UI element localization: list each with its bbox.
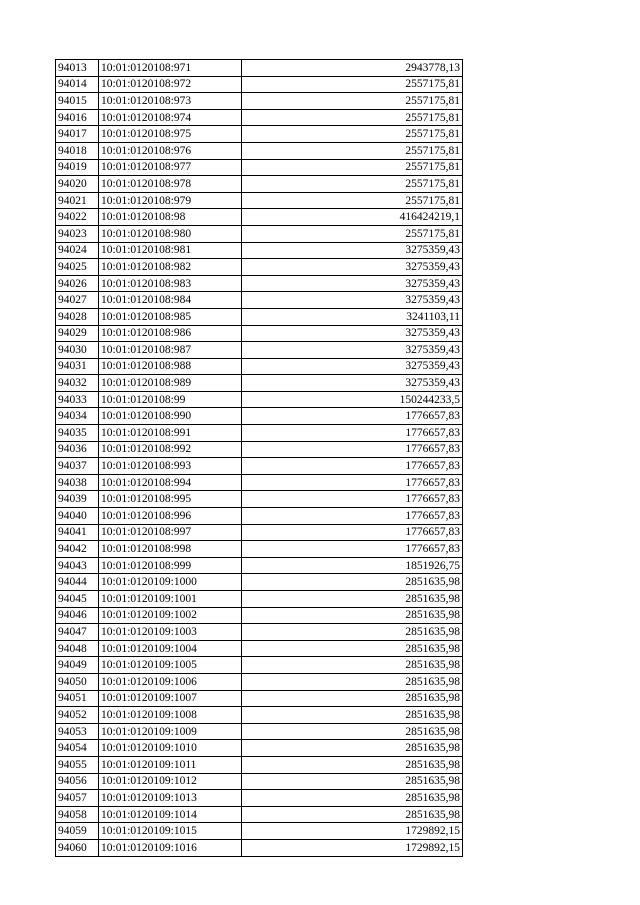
table-row [56, 325, 463, 342]
table-row [56, 93, 463, 110]
table-row [56, 242, 463, 259]
row-number-cell: 94047 [56, 624, 99, 641]
cadastral-value-cell: 2851635,98 [242, 756, 463, 773]
cadastral-number-cell: 10:01:0120108:978 [99, 176, 242, 193]
table-row [56, 574, 463, 591]
cadastral-value-cell: 3275359,43 [242, 358, 463, 375]
cadastral-number-cell: 10:01:0120108:973 [99, 93, 242, 110]
cadastral-value-cell: 2557175,81 [242, 192, 463, 209]
cadastral-number-cell: 10:01:0120109:1001 [99, 591, 242, 608]
cadastral-value-cell: 2851635,98 [242, 723, 463, 740]
cadastral-number-cell: 10:01:0120109:1010 [99, 740, 242, 757]
cadastral-number-cell: 10:01:0120108:974 [99, 109, 242, 126]
cadastral-value-cell: 2557175,81 [242, 76, 463, 93]
cadastral-number-cell: 10:01:0120108:996 [99, 508, 242, 525]
cadastral-number-cell: 10:01:0120109:1000 [99, 574, 242, 591]
table-row [56, 225, 463, 242]
row-number-cell: 94060 [56, 839, 99, 856]
cadastral-number-cell: 10:01:0120109:1004 [99, 640, 242, 657]
row-number-cell: 94023 [56, 225, 99, 242]
cadastral-number-cell: 10:01:0120108:989 [99, 375, 242, 392]
cadastral-value-cell: 2851635,98 [242, 707, 463, 724]
cadastral-value-cell: 3275359,43 [242, 259, 463, 276]
cadastral-value-cell: 2851635,98 [242, 806, 463, 823]
cadastral-value-cell: 1851926,75 [242, 557, 463, 574]
cadastral-number-cell: 10:01:0120109:1011 [99, 756, 242, 773]
cadastral-value-cell: 2557175,81 [242, 225, 463, 242]
row-number-cell: 94038 [56, 474, 99, 491]
row-number-cell: 94045 [56, 591, 99, 608]
cadastral-number-cell: 10:01:0120108:993 [99, 458, 242, 475]
row-number-cell: 94054 [56, 740, 99, 757]
table-row [56, 126, 463, 143]
row-number-cell: 94044 [56, 574, 99, 591]
cadastral-number-cell: 10:01:0120108:999 [99, 557, 242, 574]
cadastral-value-cell: 2851635,98 [242, 607, 463, 624]
cadastral-value-cell: 1776657,83 [242, 474, 463, 491]
cadastral-number-cell: 10:01:0120108:987 [99, 342, 242, 359]
table-row [56, 292, 463, 309]
cadastral-number-cell: 10:01:0120108:975 [99, 126, 242, 143]
cadastral-number-cell: 10:01:0120108:983 [99, 275, 242, 292]
cadastral-number-cell: 10:01:0120108:997 [99, 524, 242, 541]
row-number-cell: 94034 [56, 408, 99, 425]
cadastral-number-cell: 10:01:0120108:98 [99, 209, 242, 226]
table-row [56, 591, 463, 608]
table-row [56, 806, 463, 823]
cadastral-number-cell: 10:01:0120108:998 [99, 541, 242, 558]
cadastral-value-cell: 2851635,98 [242, 773, 463, 790]
cadastral-number-cell: 10:01:0120109:1012 [99, 773, 242, 790]
table-row [56, 690, 463, 707]
table-row [56, 76, 463, 93]
row-number-cell: 94032 [56, 375, 99, 392]
row-number-cell: 94013 [56, 60, 99, 77]
row-number-cell: 94015 [56, 93, 99, 110]
table-row [56, 823, 463, 840]
row-number-cell: 94048 [56, 640, 99, 657]
table-row [56, 275, 463, 292]
cadastral-number-cell: 10:01:0120108:977 [99, 159, 242, 176]
row-number-cell: 94030 [56, 342, 99, 359]
row-number-cell: 94028 [56, 308, 99, 325]
row-number-cell: 94014 [56, 76, 99, 93]
table-row [56, 441, 463, 458]
table-row [56, 508, 463, 525]
cadastral-value-cell: 1776657,83 [242, 408, 463, 425]
table-row [56, 790, 463, 807]
row-number-cell: 94039 [56, 491, 99, 508]
row-number-cell: 94026 [56, 275, 99, 292]
row-number-cell: 94022 [56, 209, 99, 226]
cadastral-value-cell: 3241103,11 [242, 308, 463, 325]
table-row [56, 557, 463, 574]
cadastral-value-cell: 3275359,43 [242, 342, 463, 359]
row-number-cell: 94042 [56, 541, 99, 558]
cadastral-number-cell: 10:01:0120108:988 [99, 358, 242, 375]
row-number-cell: 94036 [56, 441, 99, 458]
cadastral-number-cell: 10:01:0120108:979 [99, 192, 242, 209]
row-number-cell: 94019 [56, 159, 99, 176]
row-number-cell: 94020 [56, 176, 99, 193]
table-row [56, 458, 463, 475]
cadastral-number-cell: 10:01:0120108:972 [99, 76, 242, 93]
table-row [56, 756, 463, 773]
row-number-cell: 94017 [56, 126, 99, 143]
row-number-cell: 94057 [56, 790, 99, 807]
row-number-cell: 94053 [56, 723, 99, 740]
row-number-cell: 94029 [56, 325, 99, 342]
table-row [56, 358, 463, 375]
table-row [56, 491, 463, 508]
cadastral-number-cell: 10:01:0120108:982 [99, 259, 242, 276]
cadastral-value-cell: 2851635,98 [242, 640, 463, 657]
table-row [56, 773, 463, 790]
cadastral-number-cell: 10:01:0120108:99 [99, 391, 242, 408]
row-number-cell: 94035 [56, 425, 99, 442]
cadastral-value-cell: 3275359,43 [242, 375, 463, 392]
table-row [56, 60, 463, 77]
table-row [56, 707, 463, 724]
cadastral-number-cell: 10:01:0120109:1015 [99, 823, 242, 840]
cadastral-number-cell: 10:01:0120108:984 [99, 292, 242, 309]
row-number-cell: 94050 [56, 673, 99, 690]
cadastral-number-cell: 10:01:0120109:1014 [99, 806, 242, 823]
cadastral-value-cell: 1776657,83 [242, 541, 463, 558]
cadastral-number-cell: 10:01:0120109:1009 [99, 723, 242, 740]
cadastral-value-cell: 150244233,5 [242, 391, 463, 408]
table-row [56, 740, 463, 757]
cadastral-value-cell: 2557175,81 [242, 93, 463, 110]
table-row [56, 109, 463, 126]
row-number-cell: 94033 [56, 391, 99, 408]
table-row [56, 408, 463, 425]
cadastral-value-cell: 3275359,43 [242, 242, 463, 259]
table-row [56, 723, 463, 740]
cadastral-value-cell: 2851635,98 [242, 740, 463, 757]
cadastral-value-cell: 1729892,15 [242, 823, 463, 840]
cadastral-value-cell: 2851635,98 [242, 790, 463, 807]
row-number-cell: 94027 [56, 292, 99, 309]
cadastral-number-cell: 10:01:0120108:991 [99, 425, 242, 442]
cadastral-number-cell: 10:01:0120109:1006 [99, 673, 242, 690]
row-number-cell: 94059 [56, 823, 99, 840]
table-row [56, 375, 463, 392]
cadastral-number-cell: 10:01:0120108:976 [99, 142, 242, 159]
cadastral-number-cell: 10:01:0120108:990 [99, 408, 242, 425]
row-number-cell: 94049 [56, 657, 99, 674]
cadastral-number-cell: 10:01:0120108:985 [99, 308, 242, 325]
cadastral-value-cell: 1776657,83 [242, 491, 463, 508]
row-number-cell: 94058 [56, 806, 99, 823]
table-row [56, 607, 463, 624]
cadastral-value-cell: 2851635,98 [242, 690, 463, 707]
cadastral-number-cell: 10:01:0120109:1013 [99, 790, 242, 807]
table-row [56, 192, 463, 209]
cadastral-value-cell: 2851635,98 [242, 624, 463, 641]
row-number-cell: 94043 [56, 557, 99, 574]
table-row [56, 624, 463, 641]
cadastral-value-cell: 2943778,13 [242, 60, 463, 77]
table-body [56, 60, 463, 857]
cadastral-value-cell: 2851635,98 [242, 657, 463, 674]
cadastral-number-cell: 10:01:0120108:995 [99, 491, 242, 508]
table-row [56, 541, 463, 558]
table-row [56, 657, 463, 674]
table-row [56, 176, 463, 193]
row-number-cell: 94055 [56, 756, 99, 773]
cadastral-value-cell: 2557175,81 [242, 126, 463, 143]
cadastral-value-cell: 3275359,43 [242, 325, 463, 342]
cadastral-value-cell: 2851635,98 [242, 574, 463, 591]
cadastral-value-cell: 3275359,43 [242, 292, 463, 309]
row-number-cell: 94051 [56, 690, 99, 707]
table-row [56, 308, 463, 325]
table-row [56, 425, 463, 442]
cadastral-value-table [55, 59, 463, 857]
row-number-cell: 94021 [56, 192, 99, 209]
row-number-cell: 94052 [56, 707, 99, 724]
cadastral-number-cell: 10:01:0120109:1007 [99, 690, 242, 707]
cadastral-number-cell: 10:01:0120108:992 [99, 441, 242, 458]
cadastral-number-cell: 10:01:0120108:981 [99, 242, 242, 259]
row-number-cell: 94040 [56, 508, 99, 525]
table-row [56, 640, 463, 657]
cadastral-value-cell: 2851635,98 [242, 591, 463, 608]
cadastral-value-cell: 2557175,81 [242, 159, 463, 176]
cadastral-number-cell: 10:01:0120108:980 [99, 225, 242, 242]
row-number-cell: 94056 [56, 773, 99, 790]
cadastral-number-cell: 10:01:0120109:1002 [99, 607, 242, 624]
cadastral-value-cell: 2557175,81 [242, 176, 463, 193]
table-row [56, 474, 463, 491]
cadastral-number-cell: 10:01:0120108:994 [99, 474, 242, 491]
cadastral-value-cell: 3275359,43 [242, 275, 463, 292]
table-row [56, 673, 463, 690]
table-row [56, 391, 463, 408]
cadastral-value-cell: 1776657,83 [242, 508, 463, 525]
cadastral-number-cell: 10:01:0120109:1005 [99, 657, 242, 674]
table-row [56, 524, 463, 541]
document-page [55, 59, 463, 857]
row-number-cell: 94031 [56, 358, 99, 375]
cadastral-number-cell: 10:01:0120108:986 [99, 325, 242, 342]
table-row [56, 839, 463, 856]
cadastral-value-cell: 2557175,81 [242, 142, 463, 159]
row-number-cell: 94046 [56, 607, 99, 624]
cadastral-value-cell: 1776657,83 [242, 441, 463, 458]
cadastral-value-cell: 2557175,81 [242, 109, 463, 126]
cadastral-value-cell: 416424219,1 [242, 209, 463, 226]
cadastral-number-cell: 10:01:0120109:1003 [99, 624, 242, 641]
row-number-cell: 94041 [56, 524, 99, 541]
table-row [56, 142, 463, 159]
row-number-cell: 94025 [56, 259, 99, 276]
cadastral-number-cell: 10:01:0120108:971 [99, 60, 242, 77]
row-number-cell: 94016 [56, 109, 99, 126]
table-row [56, 342, 463, 359]
cadastral-value-cell: 1729892,15 [242, 839, 463, 856]
row-number-cell: 94037 [56, 458, 99, 475]
table-row [56, 159, 463, 176]
row-number-cell: 94024 [56, 242, 99, 259]
row-number-cell: 94018 [56, 142, 99, 159]
cadastral-value-cell: 2851635,98 [242, 673, 463, 690]
cadastral-number-cell: 10:01:0120109:1016 [99, 839, 242, 856]
cadastral-number-cell: 10:01:0120109:1008 [99, 707, 242, 724]
table-row [56, 209, 463, 226]
cadastral-value-cell: 1776657,83 [242, 524, 463, 541]
cadastral-value-cell: 1776657,83 [242, 425, 463, 442]
table-row [56, 259, 463, 276]
cadastral-value-cell: 1776657,83 [242, 458, 463, 475]
